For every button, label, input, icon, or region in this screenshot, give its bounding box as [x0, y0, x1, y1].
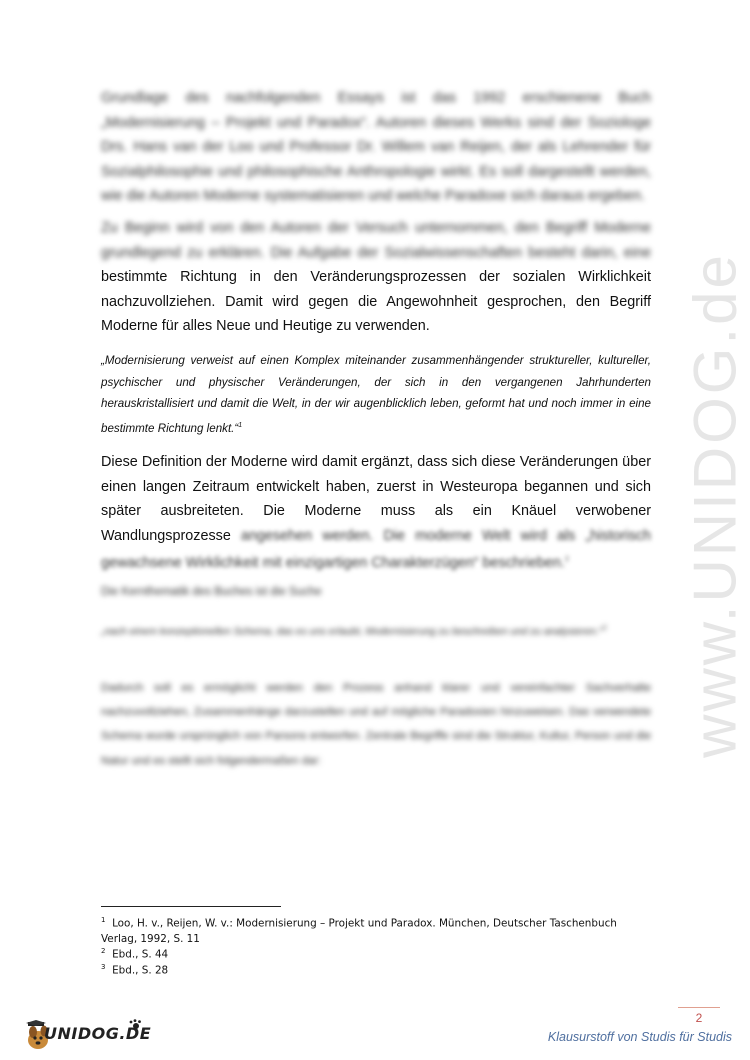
footnote-1-number: 1 — [101, 916, 106, 924]
paragraph-extension — [101, 450, 651, 576]
paragraph-kernthematik: Die Kernthematik des Buches ist die Suche — [101, 586, 322, 598]
paragraph-definition — [101, 216, 651, 339]
paragraph-extension-text: Diese Definition der Moderne wird damit ergänzt, dass sich diese Veränderungen über einen langen Zeitraum entwickelt haben, zuerst in Westeuropa begannen und sich später ausbreiteten. Die Moderne muss als ein Knäuel verwobener Wandlungsprozesse — [101, 454, 651, 544]
paragraph-schema: Dadurch soll es ermöglicht werden den Prozess anhand klarer und vereinfachter Sachverhalte nachzuvollziehen, Zusammenhänge darzustellen und auf mögliche Paradoxien hinzuweisen. Das verwendete Schema wurde ursprünglich von Parsons entworfen. Zentrale Begriffe sind die Struktur, Kultur, Person und die Natur und es stellt sich folgendermaßen dar: — [101, 682, 651, 767]
paragraph-definition-blurred: Zu Beginn wird von den Autoren der Versuch unternommen, den Begriff Moderne grundlegend zu erklären. Die Aufgabe der Sozialwissenschaften besteht darin, eine — [101, 220, 651, 261]
footnote-2-number: 2 — [101, 947, 106, 955]
footer-tagline: Klausurstoff von Studis für Studis — [547, 1030, 732, 1044]
paragraph-extension-blurred-text: angesehen werden. Die moderne Welt wird als „historisch gewachsene Wirklichkeit mit einzigartigen Charakterzügen“ beschrieben. — [101, 527, 652, 572]
quote-schema — [101, 618, 651, 642]
quote-modernisierung-text: „Modernisierung verweist auf einen Komplex miteinander zusammenhängender struktureller, kultureller, psychischer und physischer Veränderungen, der sich in den vergangenen Jahrhunderten herauskristallisiert und damit die Welt, in der wir augenblicklich leben, geformt hat und noch immer in eine bestimmte Richtung lenkt.“ — [101, 354, 651, 435]
watermark: www.UNIDOG.de — [681, 252, 749, 758]
paragraph-intro-text: Grundlage des nachfolgenden Essays ist das 1992 erschienene Buch „Modernisierung – Projekt und Paradox“. Autoren dieses Werks sind der Soziologe Drs. Hans van der Loo und Professor Dr. Willem van Reijen, der als Lehrender für Sozialphilosophie und philosophische Anthropologie wirkt. Es soll dargestellt werden, wie die Autoren Moderne systematisieren und welche Paradoxe sich daraus ergeben. — [101, 90, 651, 205]
footnote-3-number: 3 — [101, 963, 106, 971]
quote-modernisierung — [101, 350, 651, 439]
footnote-3 — [101, 959, 641, 978]
quote-schema-text: „nach einem konzeptionellen Schema, das es uns erlaubt, Modernisierung zu beschreiben und zu analysieren.“ — [101, 626, 603, 638]
paragraph-definition-text: bestimmte Richtung in den Veränderungsprozessen der sozialen Wirklichkeit nachzuvollziehen. Damit wird gegen die Angewohnheit gesprochen, den Begriff Moderne für alles Neue und Heutige zu verwenden. — [101, 269, 651, 335]
page-number: 2 — [695, 1011, 703, 1025]
footnote-1-text: Loo, H. v., Reijen, W. v.: Modernisierung – Projekt und Paradox. München, Deutscher Taschenbuch Verlag, 1992, S. 11 — [101, 917, 617, 946]
footnote-3-text: Ebd., S. 28 — [112, 964, 169, 977]
footnote-ref-1: 1 — [238, 421, 243, 429]
logo-wordmark: UNIDOG.DE — [44, 1024, 152, 1043]
footnote-ref-2: 2 — [564, 556, 569, 564]
footnote-ref-3: 3 — [602, 625, 607, 632]
footnote-2-text: Ebd., S. 44 — [112, 948, 169, 961]
paragraph-intro — [101, 86, 651, 209]
page-number-rule — [678, 1007, 720, 1008]
footnote-separator — [101, 906, 281, 907]
